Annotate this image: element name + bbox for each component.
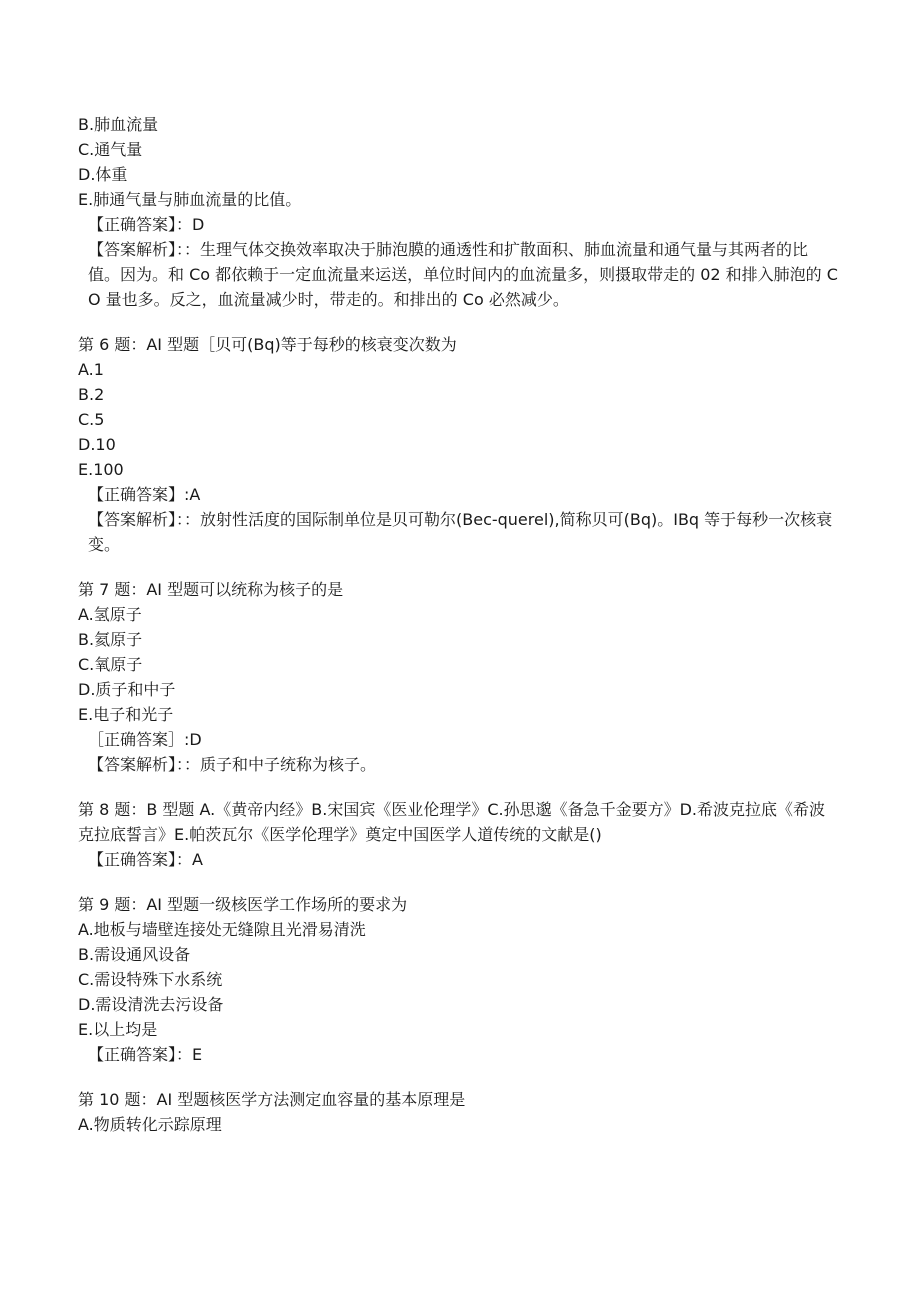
option-a: A.1 (78, 360, 104, 379)
question-5-tail (78, 112, 838, 312)
option-b: B.氦原子 (78, 630, 143, 649)
question-title: 第 9 题：AI 型题一级核医学工作场所的要求为 (78, 895, 408, 914)
document-page (78, 112, 838, 1137)
option-b: B.2 (78, 385, 105, 404)
correct-answer: ［正确答案］:D (88, 730, 202, 749)
option-a: A.地板与墙壁连接处无缝隙且光滑易清洗 (78, 920, 366, 939)
option-c: C.5 (78, 410, 105, 429)
option-e: E.肺通气量与肺血流量的比值。 (78, 190, 302, 209)
option-d: D.质子和中子 (78, 680, 176, 699)
question-title: 第 7 题：AI 型题可以统称为核子的是 (78, 580, 344, 599)
option-c: C.通气量 (78, 140, 143, 159)
option-e: E.电子和光子 (78, 705, 174, 724)
option-d: D.体重 (78, 165, 128, 184)
correct-answer: 【正确答案】：D (88, 215, 205, 234)
option-a: A.物质转化示踪原理 (78, 1115, 222, 1134)
answer-analysis: 【答案解析】：：生理气体交换效率取决于肺泡膜的通透性和扩散面积、肺血流量和通气量与其两者的比值。因为。和 Co 都依赖于一定血流量来运送，单位时间内的血流量多，则摄取带走的 02 和排入肺泡的 CO 量也多。反之，血流量减少时，带走的。和排出的 Co 必然减少。 (88, 240, 838, 309)
correct-answer: 【正确答案】:A (88, 485, 201, 504)
question-title: 第 6 题：AI 型题［贝可(Bq)等于每秒的核衰变次数为 (78, 335, 457, 354)
question-9 (78, 892, 838, 1067)
option-d: D.需设清洗去污设备 (78, 995, 224, 1014)
question-8 (78, 797, 838, 872)
answer-analysis: 【答案解析】：：放射性活度的国际制单位是贝可勒尔(Bec-querel),简称贝可(Bq)。IBq 等于每秒一次核衰变。 (88, 510, 833, 554)
correct-answer: 【正确答案】：E (88, 1045, 203, 1064)
option-e: E.以上均是 (78, 1020, 158, 1039)
correct-answer: 【正确答案】：A (88, 850, 203, 869)
question-title: 第 8 题：B 型题 A.《黄帝内经》B.宋国宾《医业伦理学》C.孙思邈《备急千金要方》D.希波克拉底《希波克拉底誓言》E.帕茨瓦尔《医学伦理学》奠定中国医学人道传统的文献是() (78, 800, 825, 844)
option-c: C.氧原子 (78, 655, 143, 674)
question-7 (78, 577, 838, 777)
option-e: E.100 (78, 460, 124, 479)
question-10 (78, 1087, 838, 1137)
answer-analysis: 【答案解析】：：质子和中子统称为核子。 (88, 755, 377, 774)
option-b: B.肺血流量 (78, 115, 159, 134)
option-c: C.需设特殊下水系统 (78, 970, 223, 989)
question-title: 第 10 题：AI 型题核医学方法测定血容量的基本原理是 (78, 1090, 466, 1109)
option-d: D.10 (78, 435, 116, 454)
option-b: B.需设通风设备 (78, 945, 191, 964)
option-a: A.氢原子 (78, 605, 142, 624)
question-6 (78, 332, 838, 557)
